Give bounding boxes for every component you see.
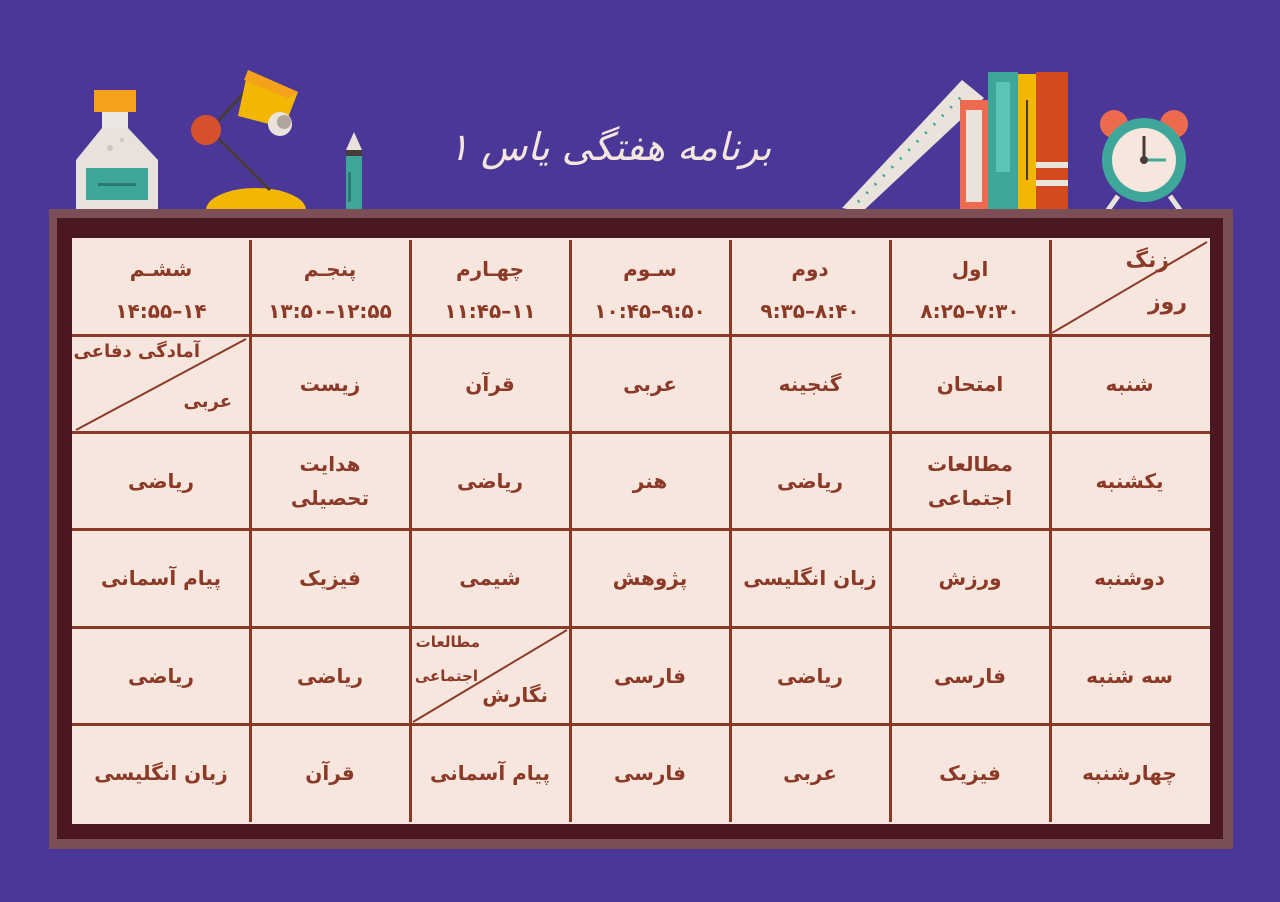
period-time: ۱۲:۵۵–۱۳:۵۰ [268,299,392,323]
books-icon [956,70,1072,212]
class-cell: قرآن [305,761,355,785]
fountain-pen-icon [342,132,366,212]
class-line: اجتماعی [927,485,1013,510]
period-time: ۸:۴۰–۹:۳۵ [760,299,860,323]
class-cell: امتحان [936,371,1004,396]
potion-bottle-icon [72,88,162,212]
day-cell-sunday: یکشنبه [1095,468,1164,493]
class-cell [250,432,410,529]
split-label-bottom: نگارش [482,683,548,707]
period-name: اول [951,257,989,281]
period-header-3 [570,240,730,335]
class-cell: ریاضی [776,468,844,493]
class-cell: فارسی [613,663,687,688]
period-time: ۹:۵۰–۱۰:۴۵ [594,299,706,323]
class-line: هدایت [299,451,361,476]
class-cell: فارسی [933,663,1007,688]
corner-header-cell [1050,240,1209,335]
period-time: ۱۱–۱۱:۴۵ [444,299,536,323]
class-cell: ریاضی [296,663,364,688]
split-label-top: اجتماعی [414,667,478,685]
desk-lamp-icon [188,64,318,212]
class-cell: شیمی [459,566,521,590]
period-name: پنجـم [303,257,357,281]
split-label-top: مطالعات [415,633,480,651]
split-class-cell-saturday-p6 [72,335,250,432]
class-cell: ریاضی [127,468,195,493]
class-cell: پیام آسمانی [101,566,221,590]
class-cell: گنجینه [778,371,842,396]
class-cell: فیزیک [939,761,1001,785]
class-cell: پیام آسمانی [430,761,550,785]
class-line: تحصیلی [290,485,370,510]
class-cell: زبان انگلیسی [743,566,877,590]
class-cell: زبان انگلیسی [94,761,228,785]
class-cell: ورزش [938,566,1002,590]
day-cell-wednesday: چهارشنبه [1082,761,1177,785]
period-name: دوم [791,257,829,281]
period-name: سـوم [623,257,677,281]
period-time: ۱۴–۱۴:۵۵ [115,299,207,323]
period-header-4 [410,240,570,335]
class-cell: ریاضی [776,663,844,688]
class-cell: هنر [632,468,668,493]
page-title: برنامه هفتگی یاس ۱ [448,125,772,169]
class-cell [890,432,1050,529]
split-label-top: آمادگی دفاعی [73,341,200,362]
period-name: ششـم [129,257,193,281]
day-cell-tuesday: سه شنبه [1086,663,1173,688]
corner-label-bell: زنگ [1125,248,1169,273]
class-cell: قرآن [465,371,515,396]
class-cell: زیست [299,371,361,396]
class-cell: فارسی [613,761,687,785]
period-header-5 [250,240,410,335]
period-header-1 [890,240,1050,335]
day-cell-saturday: شنبه [1105,371,1154,396]
class-cell: پژوهش [612,566,688,590]
class-cell: ریاضی [456,468,524,493]
period-time: ۷:۳۰–۸:۲۵ [920,299,1020,323]
class-cell: ریاضی [127,663,195,688]
class-cell: فیزیک [299,566,361,590]
period-header-2 [730,240,890,335]
split-class-cell-tuesday-p4 [410,627,570,724]
corner-label-day: روز [1147,290,1187,315]
alarm-clock-icon [1096,104,1192,212]
class-line: مطالعات [927,451,1013,476]
period-name: چهـارم [455,257,525,281]
period-header-6 [72,240,250,335]
class-cell: عربی [783,761,837,785]
class-cell: عربی [623,371,677,396]
day-cell-monday: دوشنبه [1094,566,1165,590]
split-label-bottom: عربی [183,391,232,412]
